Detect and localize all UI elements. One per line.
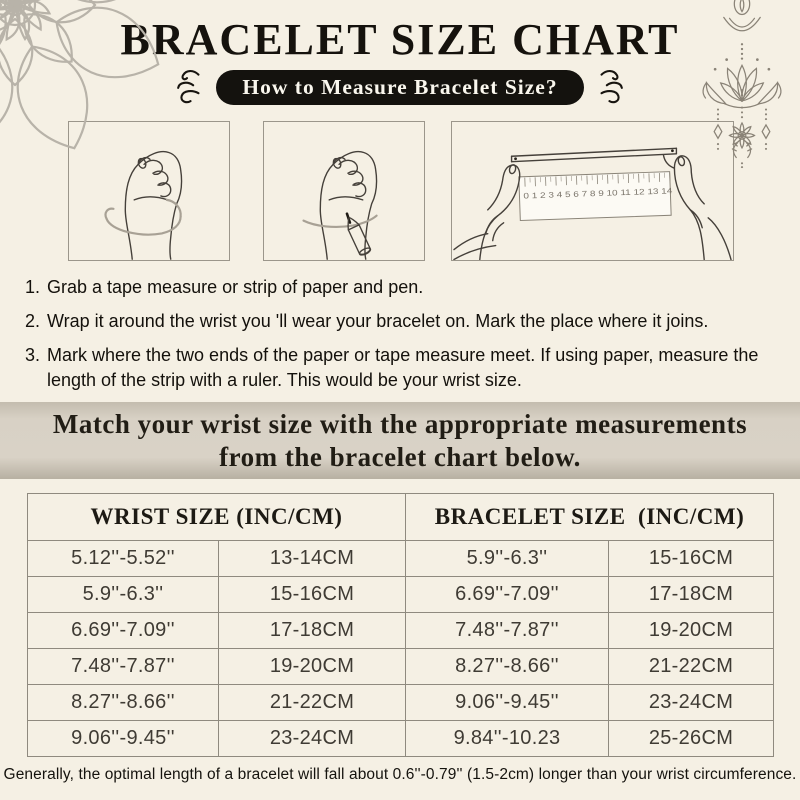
bracelet-inches-cell: 9.06''-9.45'' — [406, 685, 609, 721]
bracelet-size-header: BRACELET SIZE (INC/CM) — [406, 494, 774, 541]
bracelet-inches-cell: 9.84''-10.23 — [406, 721, 609, 757]
table-row — [28, 541, 774, 577]
page-title: BRACELET SIZE CHART — [120, 15, 680, 64]
table-row — [28, 685, 774, 721]
step-number: 2. — [25, 311, 41, 331]
size-table — [27, 493, 774, 757]
ruler-numbers: 0 1 2 3 4 5 6 7 8 9 10 11 12 13 14 — [523, 187, 643, 201]
wrist-cm-cell: 13-14CM — [219, 541, 406, 577]
bracelet-inches-cell: 6.69''-7.09'' — [406, 577, 609, 613]
table-row — [28, 649, 774, 685]
squiggle-right-icon — [598, 68, 628, 106]
bracelet-cm-cell: 23-24CM — [609, 685, 774, 721]
squiggle-left-icon — [172, 68, 202, 106]
wrist-cm-cell: 23-24CM — [219, 721, 406, 757]
step-text: Grab a tape measure or strip of paper and pen. — [47, 277, 424, 297]
bracelet-inches-cell: 7.48''-7.87'' — [406, 613, 609, 649]
banner-line-2: from the bracelet chart below. — [219, 441, 581, 472]
wrist-inches-cell: 8.27''-8.66'' — [28, 685, 219, 721]
illustration-mark-pen — [263, 121, 425, 261]
hand-with-tape-drawing — [69, 122, 229, 260]
illustration-ruler-measure — [451, 121, 734, 261]
bracelet-cm-cell: 15-16CM — [609, 541, 774, 577]
measure-badge-row — [0, 69, 800, 105]
wrist-cm-cell: 19-20CM — [219, 649, 406, 685]
hands-with-ruler-drawing — [452, 122, 733, 260]
wrist-inches-cell: 7.48''-7.87'' — [28, 649, 219, 685]
table-row — [28, 613, 774, 649]
bracelet-cm-cell: 25-26CM — [609, 721, 774, 757]
table-row — [28, 577, 774, 613]
step-item-2 — [25, 309, 800, 334]
wrist-inches-cell: 9.06''-9.45'' — [28, 721, 219, 757]
wrist-size-header: WRIST SIZE (INC/CM) — [28, 494, 406, 541]
bracelet-inches-cell: 5.9''-6.3'' — [406, 541, 609, 577]
illustration-wrap-tape — [68, 121, 230, 261]
wrist-inches-cell: 5.9''-6.3'' — [28, 577, 219, 613]
table-header-row — [28, 494, 774, 541]
banner-line-1: Match your wrist size with the appropriate measurements — [52, 408, 748, 439]
wrist-inches-cell: 5.12''-5.52'' — [28, 541, 219, 577]
steps-list — [25, 275, 800, 393]
wrist-cm-cell: 15-16CM — [219, 577, 406, 613]
wrist-inches-cell: 6.69''-7.09'' — [28, 613, 219, 649]
wrist-cm-cell: 17-18CM — [219, 613, 406, 649]
footer-note: Generally, the optimal length of a bracelet will fall about 0.6''-0.79'' (1.5-2cm) longer than your wrist circumference. — [3, 766, 797, 783]
step-number: 3. — [25, 345, 41, 365]
table-row — [28, 721, 774, 757]
bracelet-cm-cell: 17-18CM — [609, 577, 774, 613]
wrist-cm-cell: 21-22CM — [219, 685, 406, 721]
step-item-1 — [25, 275, 800, 300]
measure-question-badge: How to Measure Bracelet Size? — [216, 70, 583, 105]
illustration-row — [68, 121, 800, 261]
bracelet-cm-cell: 19-20CM — [609, 613, 774, 649]
hand-with-pen-drawing — [264, 122, 424, 260]
bracelet-inches-cell: 8.27''-8.66'' — [406, 649, 609, 685]
step-item-3 — [25, 343, 800, 393]
match-banner — [0, 402, 800, 479]
bracelet-cm-cell: 21-22CM — [609, 649, 774, 685]
step-text: Mark where the two ends of the paper or tape measure meet. If using paper, measure the length of the strip with a ruler. This would be your wrist size. — [47, 345, 759, 390]
step-number: 1. — [25, 277, 41, 297]
step-text: Wrap it around the wrist you 'll wear your bracelet on. Mark the place where it joins. — [47, 311, 709, 331]
